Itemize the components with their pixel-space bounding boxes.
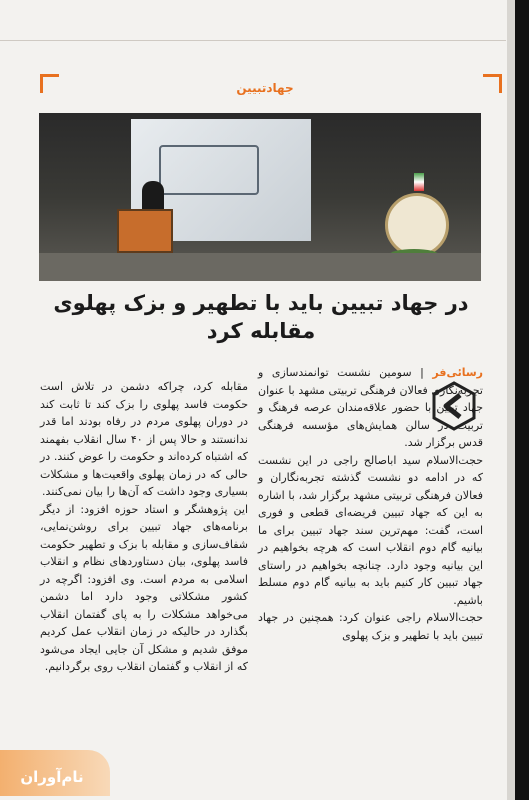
page-edge — [515, 0, 529, 800]
footer-badge-label: نام‌آوران — [20, 768, 84, 786]
paragraph: حجت‌الاسلام سید اباصالح راجی در این نشست که در ادامه دو نشست گذشته تجربه‌نگاران و فعالان فرهنگی تربیتی مشهد برگزار شد، با اشاره به این که جهاد تبیین فریضه‌ای قطعی و فوری است، گفت: مهم‌ترین سند جهاد تبیین برای ما بیانیه گام دوم انقلاب است که هرچه بخواهیم در این بیانیه وجود دارد. چنانچه بخواهیم در راستای جهاد تبیین کار کنیم باید به بیانیه گام دوم مسلط باشیم. — [258, 453, 483, 607]
corner-bracket-right — [483, 74, 502, 93]
top-rule — [0, 40, 506, 41]
article-column-left — [40, 378, 248, 676]
paragraph: مقابله کرد، چراکه دشمن در تلاش است حکومت فاسد پهلوی را بزک کند تا ثابت کند در دوران پهلوی مردم در رفاه بودند اما قدر ندانستند و حالا پس از ۴۰ سال انقلاب بفهمند که اشتباه کرده‌اند و حکومت را عوض کنند. در حالی که در زمان پهلوی واقعیت‌ها و مشکلات بسیاری وجود داشت که آن‌ها را بیان نمی‌کنند. — [40, 380, 248, 498]
page-gutter — [507, 0, 515, 800]
emblem — [385, 193, 449, 257]
section-label: جهادتبیین — [236, 81, 294, 95]
paragraph-text: | سومین نشست توانمندسازی و تجربه‌نگاری فعالان فرهنگی تربیتی مشهد با عنوان جهاد تبیین با حضور علاقه‌مندان عرصه فرهنگ و تربیت در سالن همایش‌های مؤسسه فرهنگی قدس برگزار شد. — [258, 366, 483, 449]
lectern — [117, 209, 173, 253]
stage — [39, 253, 481, 281]
reporter-name: رسائی‌فر — [432, 366, 483, 379]
paragraph — [258, 364, 483, 452]
event-photo — [39, 113, 481, 281]
paragraph: حجت‌الاسلام راجی عنوان کرد: همچنین در جهاد تبیین باید با تطهیر و بزک پهلوی — [258, 611, 483, 642]
footer-badge — [0, 750, 110, 796]
flag — [414, 173, 424, 191]
headline: در جهاد تبیین باید با تطهیر و بزک پهلوی مقابله کرد — [53, 291, 469, 343]
paragraph: این پژوهشگر و استاد حوزه افزود: از دیگر برنامه‌های جهاد تبیین برای روشن‌نمایی، شفاف‌سازی و مقابله با بزک و تطهیر حکومت فاسد پهلوی، بیان دستاوردهای نظام و انقلاب اسلامی به مردم است. وی افزود: اگرچه در کشور مشکلاتی وجود دارد اما دشمن می‌خواهد مشکلات را به پای گفتمان انقلاب بگذارد در حالیکه در زمان انقلاب عمل کردیم موفق شدیم و مشکل آن جایی ایجاد می‌شود که از انقلاب و گفتمان انقلاب روی برگردانیم. — [40, 502, 248, 673]
corner-bracket-left — [40, 74, 59, 93]
screen-logo — [159, 145, 259, 195]
speaker — [142, 181, 164, 211]
article-column-right — [258, 364, 483, 644]
